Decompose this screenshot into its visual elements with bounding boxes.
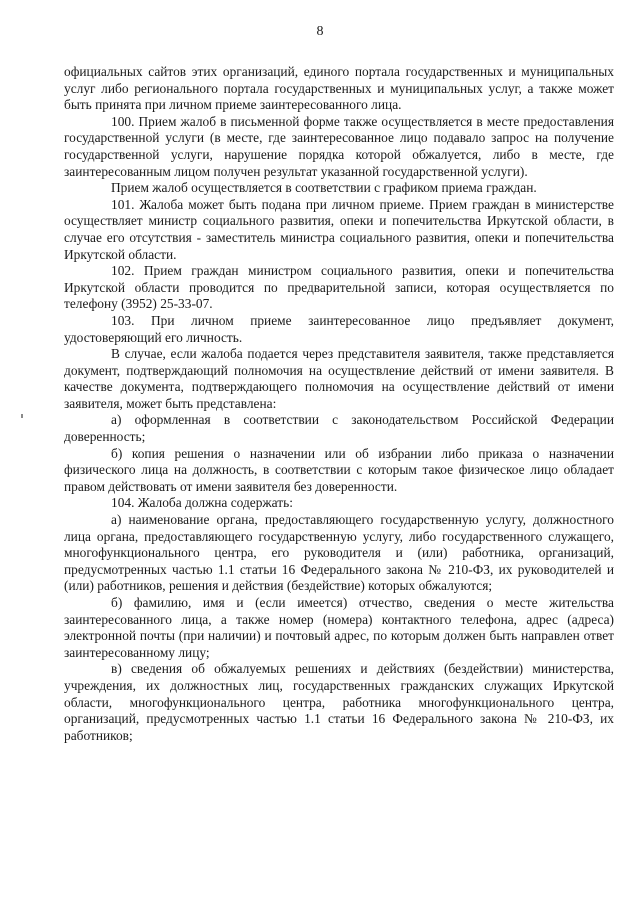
paragraph-104: 104. Жалоба должна содержать: — [111, 495, 293, 511]
paragraph-100: 100. Прием жалоб в письменной форме также осуществляется в месте предоставления государственной услуги (в месте, где заинтересованное лицо подавало запрос на получение государственной услуги, нарушение порядка которой обжалуется, либо в месте, где заинтересованным лицом получен результат указанной государственной услуги). — [64, 113, 614, 179]
paragraph-101: 101. Жалоба может быть подана при личном приеме. Прием граждан в министерстве осуществляет министр социального развития, опеки и попечительства Иркутской области, в случае его отсутствия - заместитель министра социального развития, опеки и попечительства Иркутской области. — [64, 196, 614, 262]
paragraph-103: 103. При личном приеме заинтересованное лицо предъявляет документ, удостоверяющий его личность. — [64, 312, 614, 345]
paragraph-104-item-v: в) сведения об обжалуемых решениях и действиях (бездействии) министерства, учреждения, их должностных лиц, государственных гражданских служащих Иркутской области, многофункционального центра, работника многофункционального центра, организаций, предусмотренных частью 1.1 статьи 16 Федерального закона № 210-ФЗ, их работников; — [64, 661, 614, 743]
paragraph-continuation: официальных сайтов этих организаций, единого портала государственных и муниципальных услуг либо регионального портала государственных и муниципальных услуг, а также может быть принята при личном приеме заинтересованного лица. — [64, 64, 614, 113]
paragraph-item-a-power-of-attorney: а) оформленная в соответствии с законодательством Российской Федерации доверенность; — [64, 412, 614, 445]
paragraph-104-item-b: б) фамилию, имя и (если имеется) отчество, сведения о месте жительства заинтересованного лица, а также номер (номера) контактного телефона, адрес (адреса) электронной почты (при наличии) и почтовый адрес, по которым должен быть направлен ответ заинтересованному лицу; — [64, 595, 614, 660]
scan-artifact-mark — [21, 414, 23, 418]
paragraph-104-item-a: а) наименование органа, предоставляющего государственную услугу, должностного лица органа, предоставляющего государственную услугу, либо государственного служащего, многофункционального центра, его руководителя и (или) работника, организаций, предусмотренных частью 1.1 статьи 16 Федерального закона № 210-ФЗ, их руководителей и (или) работников, решения и действия (бездействие) которых обжалуются; — [64, 512, 614, 594]
paragraph-item-b-decision-copy: б) копия решения о назначении или об избрании либо приказа о назначении физического лица на должность, в соответствии с которым такое физическое лицо обладает правом действовать от имени заявителя без доверенности. — [64, 445, 614, 494]
page-number: 8 — [316, 24, 324, 39]
document-body — [64, 64, 614, 744]
paragraph-102: 102. Прием граждан министром социального развития, опеки и попечительства Иркутской области проводится по предварительной записи, которая осуществляется по телефону (3952) 25-33-07. — [64, 263, 614, 312]
paragraph-schedule: Прием жалоб осуществляется в соответствии с графиком приема граждан. — [111, 180, 537, 196]
paragraph-representative: В случае, если жалоба подается через представителя заявителя, также представляется документ, подтверждающий полномочия на осуществление действий от имени заявителя. В качестве документа, подтверждающего полномочия на осуществление действий от имени заявителя, может быть представлена: — [64, 346, 614, 411]
